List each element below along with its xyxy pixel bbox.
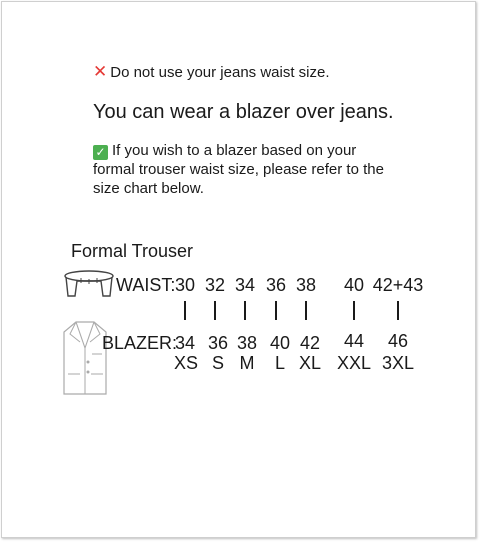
connector-bar [353,301,355,320]
waist-value-0: 30 [174,275,196,295]
connector-bar [214,301,216,320]
waist-value-5: 40 [343,275,365,295]
waist-value-3: 36 [265,275,287,295]
size-label-6: 3XL [381,353,415,373]
blazer-value-4: 42 [299,333,321,353]
formal-trouser-heading: Formal Trouser [71,241,194,261]
cross-mark-icon: ✕ [93,62,108,81]
waist-value-6: 42+43 [372,275,424,295]
connector-bar [184,301,186,320]
blazer-value-5: 44 [343,331,365,351]
waist-value-1: 32 [204,275,226,295]
blazer-icon [62,318,108,398]
blazer-value-3: 40 [269,333,291,353]
trouser-waist-icon [63,268,115,300]
blazer-value-2: 38 [236,333,258,353]
blazer-value-0: 34 [174,333,196,353]
blazer-value-6: 46 [387,331,409,351]
waist-value-4: 38 [295,275,317,295]
waist-label: WAIST: [116,275,176,295]
size-label-1: S [211,353,224,373]
size-label-3: L [274,353,285,373]
jeans-warning-text: Do not use your jeans waist size. [110,64,330,81]
check-mark-icon: ✓ [93,145,108,160]
blazer-value-1: 36 [207,333,229,353]
waist-value-2: 34 [234,275,256,295]
formal-tip [93,141,393,198]
connector-bar [244,301,246,320]
connector-bar [275,301,277,320]
size-label-5: XXL [336,353,372,373]
connector-bar [305,301,307,320]
blazer-label: BLAZER: [102,333,178,353]
size-label-4: XL [298,353,322,373]
jeans-warning [93,62,330,82]
size-label-0: XS [173,353,198,373]
size-label-2: M [239,353,255,373]
formal-tip-text: If you wish to a blazer based on your formal trouser waist size, please refer to the size chart below. [93,142,384,197]
blazer-over-jeans-text: You can wear a blazer over jeans. [93,101,394,123]
connector-bar [397,301,399,320]
